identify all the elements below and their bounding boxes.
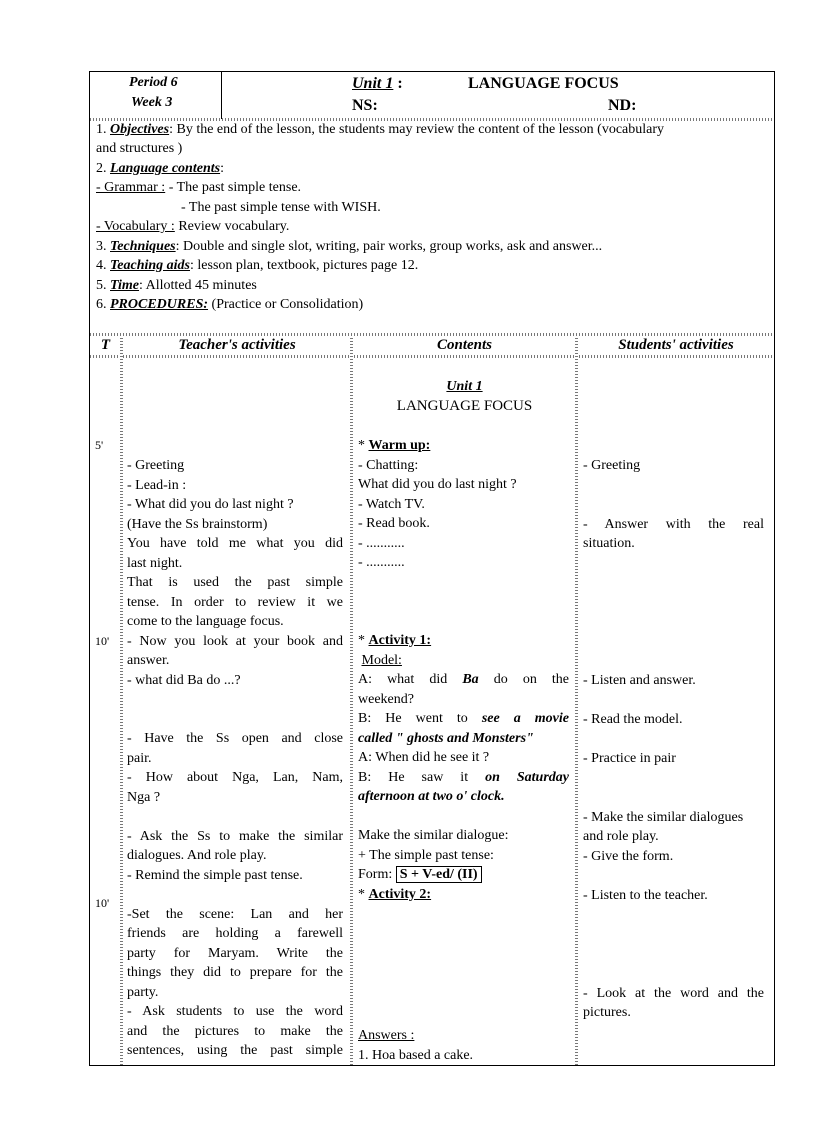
contents-line: Make the similar dialogue:: [358, 828, 509, 843]
form-box: S + V-ed/ (II): [396, 866, 482, 883]
unit-colon: :: [393, 75, 403, 92]
teacher-line: - Lead-in :: [127, 477, 187, 493]
answers-label: Answers :: [358, 1028, 415, 1043]
teacher-line: - What did you do last night ?: [127, 497, 294, 512]
contents-lesson-title: LANGUAGE FOCUS: [396, 398, 533, 414]
contents-line: - Read book.: [358, 516, 430, 531]
teacher-line: answer.: [127, 653, 170, 668]
teacher-line: (Have the Ss brainstorm): [127, 516, 268, 532]
time-line: 5. Time: Allotted 45 minutes: [96, 278, 257, 293]
activity-1-heading: * Activity 1:: [358, 633, 432, 648]
contents-unit-title: Unit 1: [446, 379, 483, 394]
col-header-students: Students' activities: [618, 337, 734, 353]
teacher-line: tense. In order to review it we: [127, 594, 343, 610]
model-line: B: He went to see a movie: [358, 711, 569, 726]
teacher-line: - Greeting: [127, 458, 185, 473]
teacher-line: pair.: [127, 750, 152, 766]
period-label: Period 6: [129, 75, 178, 90]
student-line: - Give the form.: [583, 849, 674, 864]
activity-2-heading: * Activity 2:: [358, 886, 432, 902]
teacher-activities: [127, 456, 343, 1061]
teacher-line: sentences, using the past simple: [127, 1043, 343, 1058]
student-line: - Practice in pair: [583, 751, 676, 766]
warm-up-heading: * Warm up:: [358, 438, 431, 453]
grammar-label: - Grammar :: [96, 180, 166, 195]
teacher-line: - Ask students to use the word: [127, 1004, 343, 1019]
techniques-line: 3. Techniques: Double and single slot, writing, pair works, group works, ask and answer...: [96, 239, 603, 254]
teacher-line: - what did Ba do ...?: [127, 672, 241, 688]
col-header-time: T: [100, 337, 111, 353]
col-header-contents: Contents: [436, 337, 493, 353]
student-line: - Listen and answer.: [583, 673, 696, 688]
teaching-aids-label: Teaching aids: [110, 258, 190, 273]
column-divider: [350, 336, 353, 1065]
vocabulary-label: - Vocabulary :: [96, 219, 175, 234]
answer-line: 1. Hoa based a cake.: [358, 1048, 474, 1063]
contents-line: - ...........: [358, 555, 405, 570]
language-contents-line: 2. Language contents:: [96, 161, 224, 176]
teacher-line: That is used the past simple: [127, 575, 343, 590]
teacher-line: Nga ?: [127, 789, 161, 805]
grammar-line: - Grammar : - The past simple tense.: [96, 180, 302, 195]
teacher-line: party for Maryam. Write the: [127, 945, 343, 961]
contents-body: [358, 436, 569, 904]
procedures-label: PROCEDURES:: [110, 297, 209, 312]
unit-label: Unit 1: [352, 75, 394, 92]
unit-heading: [352, 74, 403, 94]
time-cell: 5': [95, 438, 104, 452]
model-line: weekend?: [358, 691, 414, 707]
vocabulary-line: - Vocabulary : Review vocabulary.: [96, 219, 290, 234]
student-line: - Answer with the real: [583, 517, 764, 532]
student-line: and role play.: [583, 829, 659, 844]
teacher-line: - Remind the simple past tense.: [127, 867, 303, 883]
ns-label: NS:: [352, 97, 378, 114]
student-line: situation.: [583, 536, 635, 551]
model-line: A: When did he see it ?: [358, 750, 490, 765]
table-top-border: [89, 71, 775, 72]
model-line: B: He saw it on Saturday: [358, 769, 569, 785]
teacher-line: - Have the Ss open and close: [127, 731, 343, 746]
teacher-line: - Ask the Ss to make the similar: [127, 828, 343, 844]
teacher-line: You have told me what you did: [127, 536, 343, 551]
language-contents-label: Language contents: [110, 161, 221, 176]
techniques-label: Techniques: [110, 239, 176, 254]
objectives-label: Objectives: [110, 122, 170, 137]
teaching-aids-line: 4. Teaching aids: lesson plan, textbook, pictures page 12.: [96, 258, 419, 273]
model-line: afternoon at two o' clock.: [358, 789, 505, 804]
time-cell: 10': [95, 896, 110, 910]
teacher-line: dialogues. And role play.: [127, 848, 267, 863]
contents-line: - Watch TV.: [358, 496, 425, 512]
student-line: pictures.: [583, 1005, 631, 1020]
table-right-border: [774, 71, 775, 1066]
table-left-border: [89, 71, 90, 1066]
student-line: - Look at the word and the: [583, 986, 764, 1001]
procedures-line: 6. PROCEDURES: (Practice or Consolidation): [96, 297, 364, 312]
teacher-line: last night.: [127, 555, 183, 571]
form-line: Form: S + V-ed/ (II): [358, 865, 569, 885]
student-line: - Make the similar dialogues: [583, 810, 744, 825]
column-divider: [575, 336, 578, 1065]
teacher-line: - How about Nga, Lan, Nam,: [127, 770, 343, 785]
col-header-teacher: Teacher's activities: [178, 337, 296, 353]
objectives-line: 1. Objectives: By the end of the lesson, the students may review the content of the lesson (vocabulary: [96, 122, 665, 137]
model-line: A: what did Ba do on the: [358, 672, 569, 687]
contents-line: What did you do last night ?: [358, 477, 517, 492]
grammar-line-2: - The past simple tense with WISH.: [181, 200, 381, 215]
student-line: - Read the model.: [583, 712, 683, 727]
time-label: Time: [110, 278, 140, 293]
teacher-line: - Now you look at your book and: [127, 633, 343, 649]
teacher-line: -Set the scene: Lan and her: [127, 906, 343, 922]
column-divider: [120, 336, 123, 1065]
student-line: - Listen to the teacher.: [583, 888, 708, 903]
model-label: Model:: [361, 652, 402, 668]
teacher-line: things they did to prepare for the: [127, 965, 343, 980]
student-line: - Greeting: [583, 458, 641, 473]
contents-line: + The simple past tense:: [358, 847, 494, 863]
teacher-line: party.: [127, 984, 159, 1000]
objectives-line-2: and structures ): [96, 141, 183, 156]
teacher-line: friends are holding a farewell: [127, 926, 343, 941]
teacher-line: and the pictures to make the: [127, 1023, 343, 1039]
nd-label: ND:: [608, 97, 637, 114]
contents-line: - ...........: [358, 535, 405, 551]
contents-line: - Chatting:: [358, 457, 419, 473]
teacher-line: come to the language focus.: [127, 614, 284, 629]
model-line: called " ghosts and Monsters": [358, 730, 534, 746]
time-cell: 10': [95, 634, 110, 648]
page-title: LANGUAGE FOCUS: [468, 75, 619, 92]
header-divider: [221, 71, 222, 119]
week-label: Week 3: [131, 95, 173, 110]
